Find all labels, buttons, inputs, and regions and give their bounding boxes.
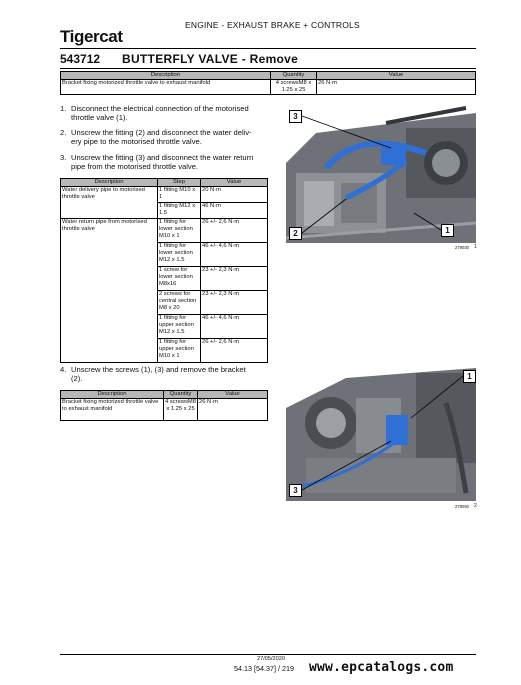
- figure-number-1: 1: [474, 244, 477, 250]
- step-number: 1.: [60, 104, 67, 113]
- figure-number-2: 2: [474, 503, 477, 509]
- cell-value: 20 N·m: [201, 187, 268, 203]
- callout-2: 2: [289, 227, 302, 240]
- cell-step: 2 screws for central section M8 x 20: [158, 291, 201, 315]
- figure-code-2: 279050: [455, 504, 469, 509]
- step-text: Unscrew the fitting (2) and disconnect the water deliv- ery pipe to the motorised throttle valve.: [71, 128, 252, 147]
- cell-value: 46 N·m: [201, 203, 268, 219]
- brand-logo: Tigercat: [60, 27, 123, 46]
- step-text: Disconnect the electrical connection of the motorised throttle valve (1).: [71, 104, 249, 123]
- cell-quantity: 4 screwsM8 x 1.25 x 25: [271, 80, 317, 95]
- col-header-value: Value: [201, 179, 268, 187]
- cell-value: 23 +/- 2,3 N·m: [201, 291, 268, 315]
- title-rule: [60, 68, 476, 69]
- torque-table-1: [60, 71, 476, 95]
- cell-step: 1 fitting for upper section M10 x 1: [158, 339, 201, 363]
- table-row: [61, 219, 268, 243]
- col-header-quantity: Quantity: [164, 391, 198, 399]
- cell-description: Bracket fixing motorized throttle valve to exhaust manifold: [61, 399, 164, 421]
- cell-step: 1 screw for lower section M8x16: [158, 267, 201, 291]
- torque-table-2: [60, 178, 268, 363]
- step-text: Unscrew the fitting (3) and disconnect the water return pipe from the motorised throttle valve.: [71, 153, 254, 172]
- cell-step: 1 fitting M12 x 1.5: [158, 203, 201, 219]
- engine-figure-2: [286, 363, 476, 501]
- col-header-quantity: Quantity: [271, 72, 317, 80]
- cell-description: Water return pipe from motorised throttle valve: [61, 219, 158, 363]
- cell-quantity: 4 screwsM8 x 1.25 x 25: [164, 399, 198, 421]
- cell-value: 26 N·m: [198, 399, 268, 421]
- table-row: [61, 187, 268, 203]
- torque-table-3: [60, 390, 268, 421]
- procedure-title: BUTTERFLY VALVE - Remove: [122, 52, 299, 66]
- engine-figure-1: [286, 103, 476, 243]
- col-header-description: Description: [61, 72, 271, 80]
- col-header-value: Value: [317, 72, 476, 80]
- cell-value: 26 +/- 2,6 N·m: [201, 219, 268, 243]
- step-text: Unscrew the screws (1), (3) and remove the bracket (2).: [71, 365, 246, 384]
- col-header-description: Description: [61, 179, 158, 187]
- cell-value: 26 +/- 2,6 N·m: [201, 339, 268, 363]
- cell-value: 23 +/- 2,3 N·m: [201, 267, 268, 291]
- step-number: 2.: [60, 128, 67, 137]
- callout-1: 1: [463, 370, 476, 383]
- col-header-description: Description: [61, 391, 164, 399]
- step-number: 3.: [60, 153, 67, 162]
- footer-page-number: 54.13 [54.37] / 219: [234, 664, 294, 673]
- header-rule: [60, 48, 476, 49]
- cell-description: Water delivery pipe to motorised throttle valve: [61, 187, 158, 219]
- col-header-value: Value: [198, 391, 268, 399]
- cell-step: 1 fitting for lower section M12 x 1.5: [158, 243, 201, 267]
- step-number: 4.: [60, 365, 67, 374]
- section-heading: ENGINE - EXHAUST BRAKE + CONTROLS: [185, 20, 360, 30]
- cell-step: 1 fitting for lower section M10 x 1: [158, 219, 201, 243]
- procedure-code: 543712: [60, 52, 101, 66]
- cell-description: Bracket fixing motorized throttle valve to exhaust manifold: [61, 80, 271, 95]
- cell-value: 26 N·m: [317, 80, 476, 95]
- callout-1: 1: [441, 224, 454, 237]
- callout-leaders-2: [286, 363, 476, 501]
- footer-date: 27/05/2020: [257, 656, 285, 662]
- col-header-step: Step: [158, 179, 201, 187]
- watermark-link[interactable]: www.epcatalogs.com: [309, 660, 454, 675]
- cell-value: 46 +/- 4,6 N·m: [201, 315, 268, 339]
- table-row: [61, 399, 268, 421]
- figure-code-1: 279030: [455, 245, 469, 250]
- footer-rule: [60, 654, 476, 655]
- callout-3: 3: [289, 484, 302, 497]
- table-row: [61, 80, 476, 95]
- callout-3: 3: [289, 110, 302, 123]
- cell-step: 1 fitting for upper section M12 x 1.5: [158, 315, 201, 339]
- cell-value: 46 +/- 4,6 N·m: [201, 243, 268, 267]
- callout-leaders-1: [286, 103, 476, 243]
- cell-step: 1 fitting M10 x 1: [158, 187, 201, 203]
